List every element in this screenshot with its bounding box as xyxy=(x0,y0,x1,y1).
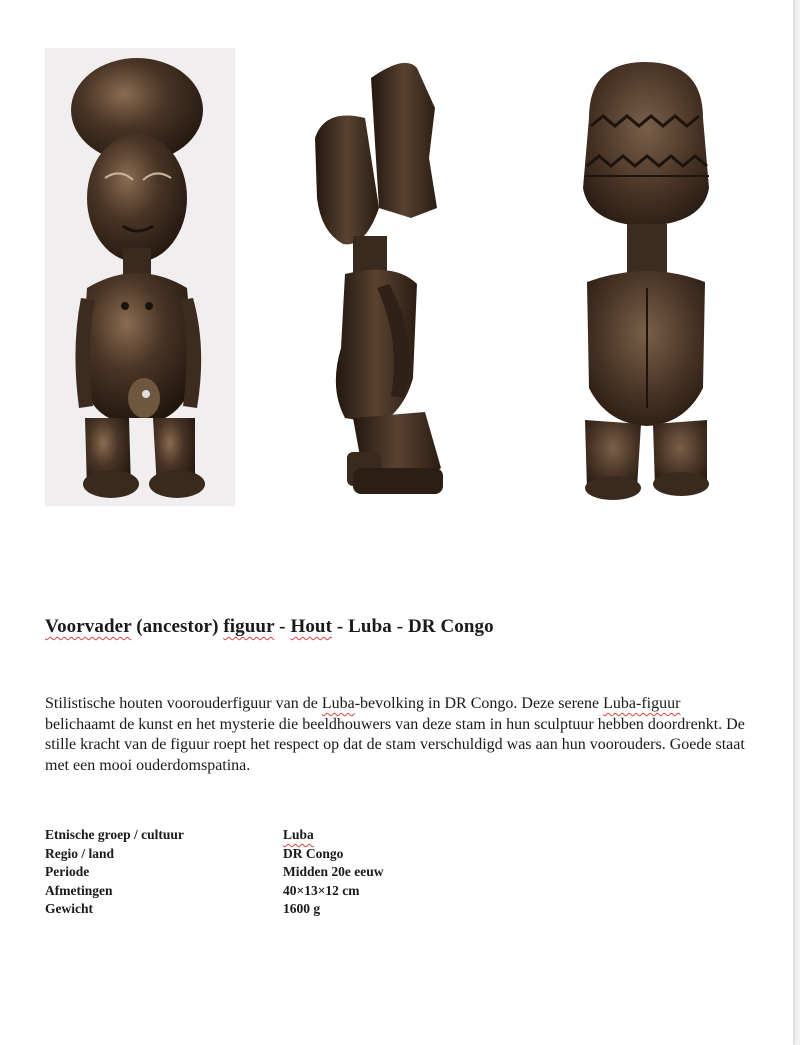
spec-label-weight: Gewicht xyxy=(45,901,93,916)
spec-value-period: Midden 20e eeuw xyxy=(283,864,384,879)
description-text-3: belichaamt de kunst en het mysterie die beeldhouwers van deze stam in hun sculptuur hebben doordrenkt. De stille kracht van de figuur roept het respect op dat de stam verschuldigd was aan hun voorouders. Goede staat met een mooi ouderdomspatina. xyxy=(45,715,745,774)
spec-row xyxy=(45,900,384,919)
spec-row xyxy=(45,826,384,845)
photo-row xyxy=(45,48,745,508)
figure-side-photo xyxy=(295,48,465,506)
figure-front-photo xyxy=(45,48,235,506)
spec-value-weight: 1600 g xyxy=(283,901,321,916)
product-title xyxy=(45,616,494,638)
title-word-figuur: figuur xyxy=(223,616,275,637)
spec-label-dimensions: Afmetingen xyxy=(45,882,113,898)
title-word-voorvader: Voorvader xyxy=(45,616,132,637)
title-word-hout: Hout xyxy=(290,616,333,637)
description-word-luba-2: Luba-figuur xyxy=(603,695,681,712)
title-rest: - Luba - DR Congo xyxy=(332,616,494,637)
title-ancestor: (ancestor) xyxy=(131,616,224,637)
specs-table xyxy=(45,826,384,919)
spec-row xyxy=(45,845,384,864)
spec-row xyxy=(45,882,384,901)
spec-row xyxy=(45,863,384,882)
description-text-1: Stilistische houten voorouderfiguur van de xyxy=(45,695,322,712)
spec-label-period: Periode xyxy=(45,864,90,879)
spec-value-ethnic-group: Luba xyxy=(283,827,314,842)
description-paragraph xyxy=(45,694,750,776)
spec-label-region: Regio / land xyxy=(45,845,115,861)
title-separator: - xyxy=(274,616,291,637)
description-word-luba-1: Luba xyxy=(321,695,355,712)
spec-label-ethnic-group: Etnische groep / cultuur xyxy=(45,827,184,842)
spec-value-dimensions: 40×13×12 cm xyxy=(283,882,360,898)
figure-back-photo xyxy=(575,48,725,506)
description-text-2: -bevolking in DR Congo. Deze serene xyxy=(354,695,604,712)
spec-value-region: DR Congo xyxy=(283,845,344,861)
